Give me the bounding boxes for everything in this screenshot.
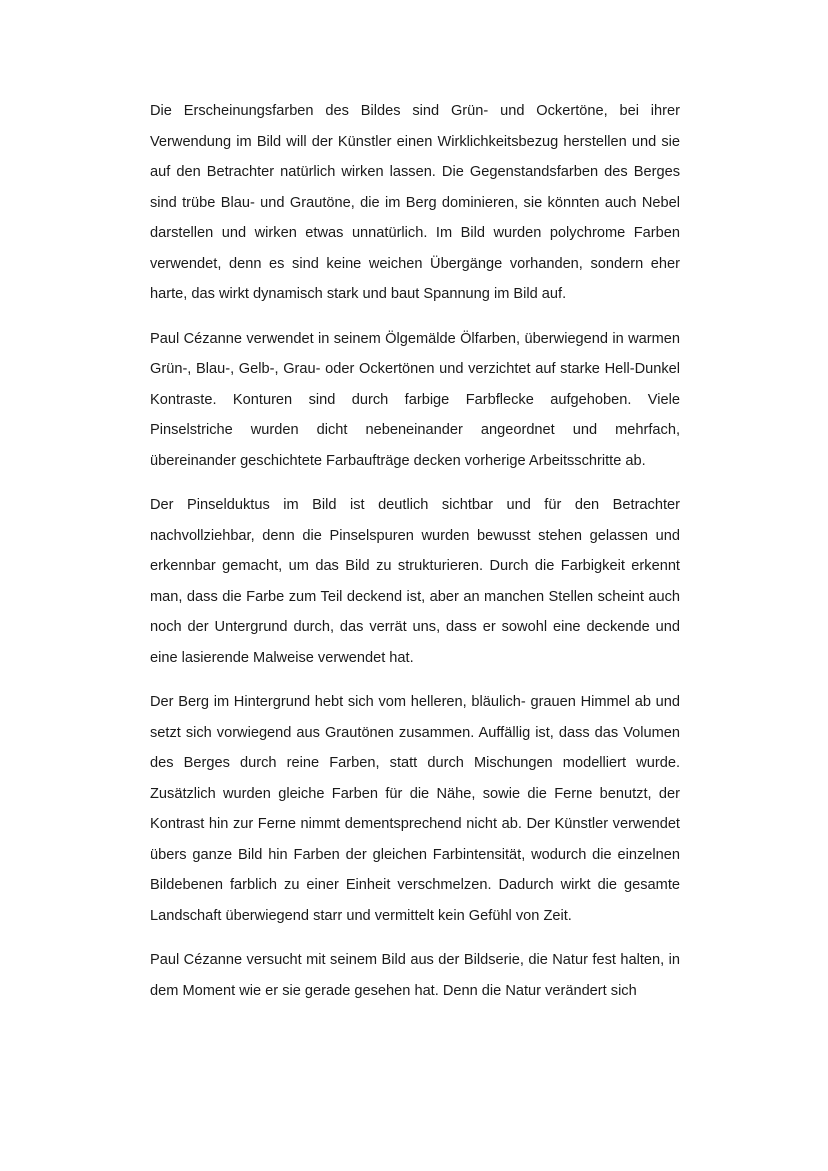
paragraph-berg-hintergrund: Der Berg im Hintergrund hebt sich vom helleren, bläulich- grauen Himmel ab und setzt sich vorwiegend aus Grautönen zusammen. Auffällig ist, dass das Volumen des Berges durch reine Farben, statt durch Mischungen modelliert wurde. Zusätzlich wurden gleiche Farben für die Nähe, sowie die Ferne benutzt, der Kontrast hin zur Ferne nimmt dementsprechend nicht ab. Der Künstler verwendet übers ganze Bild hin Farben der gleichen Farbintensität, wodurch die einzelnen Bildebenen farblich zu einer Einheit verschmelzen. Dadurch wirkt die gesamte Landschaft überwiegend starr und vermittelt kein Gefühl von Zeit. xyxy=(150,694,680,924)
paragraph-erscheinungsfarben: Die Erscheinungsfarben des Bildes sind Grün- und Ockertöne, bei ihrer Verwendung im Bild will der Künstler einen Wirklichkeitsbezug herstellen und sie auf den Betrachter natürlich wirken lassen. Die Gegenstandsfarben des Berges sind trübe Blau- und Grautöne, die im Berg dominieren, sie könnten auch Nebel darstellen und wirken etwas unnatürlich. Im Bild wurden polychrome Farben verwendet, denn es sind keine weichen Übergänge vorhanden, sondern eher harte, das wirkt dynamisch stark und baut Spannung im Bild auf. xyxy=(150,103,680,302)
paragraph-natur-festhalten: Paul Cézanne versucht mit seinem Bild aus der Bildserie, die Natur fest halten, in dem Moment wie er sie gerade gesehen hat. Denn die Natur verändert sich xyxy=(150,952,680,999)
paragraph-oelfarben: Paul Cézanne verwendet in seinem Ölgemälde Ölfarben, überwiegend in warmen Grün-, Blau-, Gelb-, Grau- oder Ockertönen und verzichtet auf starke Hell-Dunkel Kontraste. Konturen sind durch farbige Farbflecke aufgehoben. Viele Pinselstriche wurden dicht nebeneinander angeordnet und mehrfach, übereinander geschichtete Farbaufträge decken vorherige Arbeitsschritte ab. xyxy=(150,330,680,469)
document-body xyxy=(150,96,680,1020)
paragraph-pinselduktus: Der Pinselduktus im Bild ist deutlich sichtbar und für den Betrachter nachvollziehbar, denn die Pinselspuren wurden bewusst stehen gelassen und erkennbar gemacht, um das Bild zu strukturieren. Durch die Farbigkeit erkennt man, dass die Farbe zum Teil deckend ist, aber an manchen Stellen scheint auch noch der Untergrund durch, das verrät uns, dass er sowohl eine deckende und eine lasierende Malweise verwendet hat. xyxy=(150,497,680,666)
